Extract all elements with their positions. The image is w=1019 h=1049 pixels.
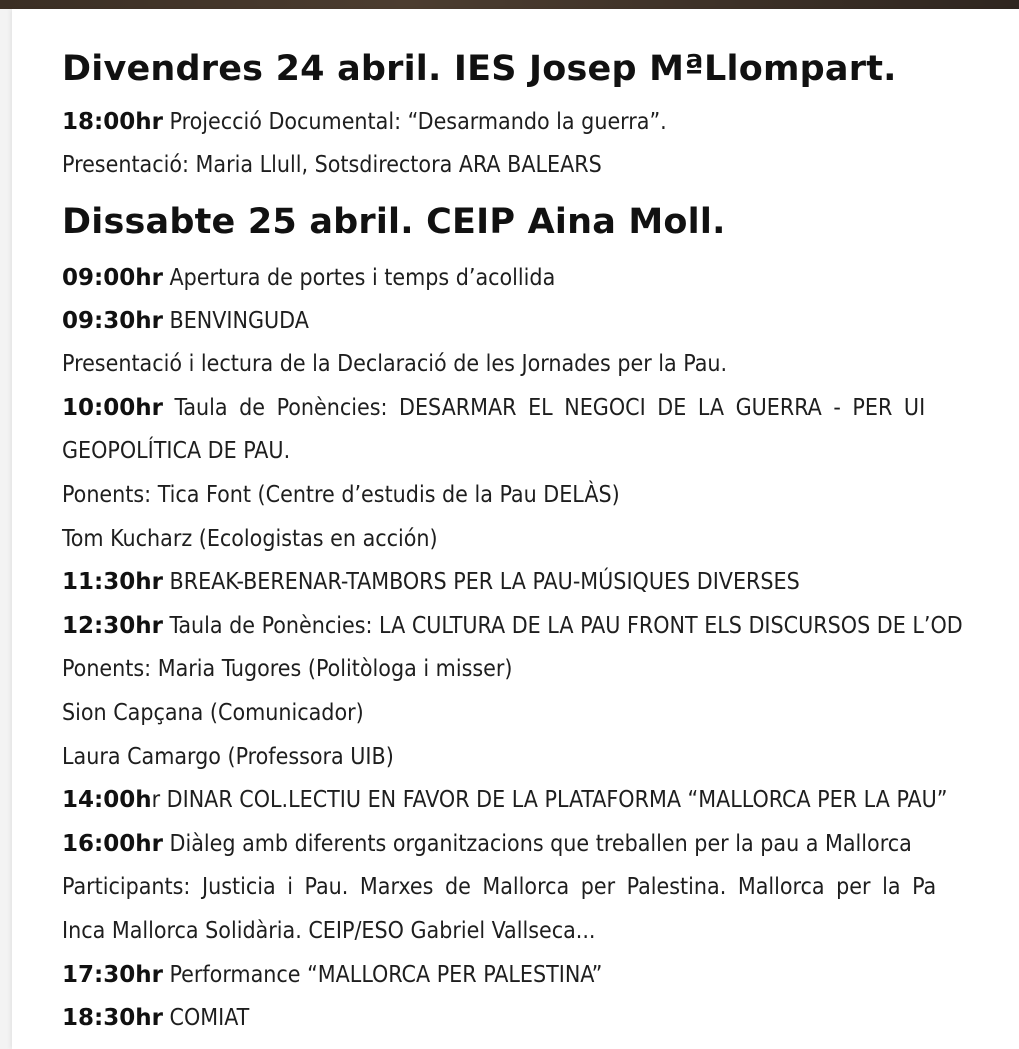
schedule-line [62, 1005, 249, 1031]
schedule-text: Taula de Ponències: DESARMAR EL NEGOCI DE LA GUERRA - PER UI [162, 395, 926, 421]
schedule-time: 09:30hr [62, 308, 163, 334]
schedule-text: Laura Camargo (Professora UIB) [62, 744, 394, 770]
schedule-line [62, 265, 555, 291]
schedule-text: COMIAT [162, 1005, 250, 1031]
schedule-text: Diàleg amb diferents organitzacions que treballen per la pau a Mallorca [162, 831, 912, 857]
schedule-text: Participants: Justicia i Pau. Marxes de Mallorca per Palestina. Mallorca per la Pa [62, 874, 937, 900]
schedule-line [62, 482, 620, 508]
schedule-time: 09:00hr [62, 265, 163, 291]
schedule-text: Presentació i lectura de la Declaració de les Jornades per la Pau. [62, 351, 728, 377]
schedule-line [62, 152, 602, 178]
schedule-line [62, 787, 947, 813]
schedule-text: Projecció Documental: “Desarmando la guerra”. [162, 109, 667, 135]
schedule-time: 10:00hr [62, 395, 163, 421]
schedule-text: GEOPOLÍTICA DE PAU. [62, 438, 291, 464]
schedule-line [62, 109, 667, 135]
day-heading-saturday: Dissabte 25 abril. CEIP Aina Moll. [62, 202, 726, 242]
schedule-text: Ponents: Maria Tugores (Politòloga i misser) [62, 656, 513, 682]
schedule-text: Ponents: Tica Font (Centre d’estudis de la Pau DELÀS) [62, 482, 620, 508]
schedule-line [62, 918, 595, 944]
schedule-text: Performance “MALLORCA PER PALESTINA” [162, 962, 603, 988]
schedule-text: r DINAR COL.LECTIU EN FAVOR DE LA PLATAFORMA “MALLORCA PER LA PAU” [151, 787, 948, 813]
schedule-text: BREAK-BERENAR-TAMBORS PER LA PAU-MÚSIQUES DIVERSES [162, 569, 800, 595]
schedule-time: 17:30hr [62, 962, 163, 988]
schedule-line [62, 569, 800, 595]
schedule-text: BENVINGUDA [162, 308, 309, 334]
schedule-text: Tom Kucharz (Ecologistas en acción) [62, 526, 438, 552]
schedule-text: Presentació: Maria Llull, Sotsdirectora ARA BALEARS [62, 152, 602, 178]
schedule-line [62, 962, 602, 988]
schedule-time: 14:00h [62, 787, 152, 813]
schedule-time: 12:30hr [62, 613, 163, 639]
schedule-text: Inca Mallorca Solidària. CEIP/ESO Gabriel Vallseca... [62, 918, 596, 944]
schedule-line [62, 613, 963, 639]
schedule-line [62, 526, 438, 552]
schedule-line [62, 831, 912, 857]
schedule-time: 18:00hr [62, 109, 163, 135]
schedule-text: Apertura de portes i temps d’acollida [162, 265, 556, 291]
schedule-line [62, 700, 364, 726]
schedule-line [62, 438, 290, 464]
schedule-line [62, 395, 925, 421]
schedule-text: Taula de Ponències: LA CULTURA DE LA PAU FRONT ELS DISCURSOS DE L’OD [162, 613, 963, 639]
program-sheet [12, 9, 1019, 1049]
schedule-time: 18:30hr [62, 1005, 163, 1031]
schedule-line [62, 744, 394, 770]
schedule-line [62, 874, 936, 900]
schedule-line [62, 656, 512, 682]
schedule-time: 16:00hr [62, 831, 163, 857]
schedule-line [62, 351, 727, 377]
schedule-line [62, 308, 309, 334]
top-image-band [0, 0, 1019, 9]
day-heading-friday: Divendres 24 abril. IES Josep MªLlompart. [62, 49, 897, 89]
schedule-time: 11:30hr [62, 569, 163, 595]
schedule-text: Sion Capçana (Comunicador) [62, 700, 364, 726]
